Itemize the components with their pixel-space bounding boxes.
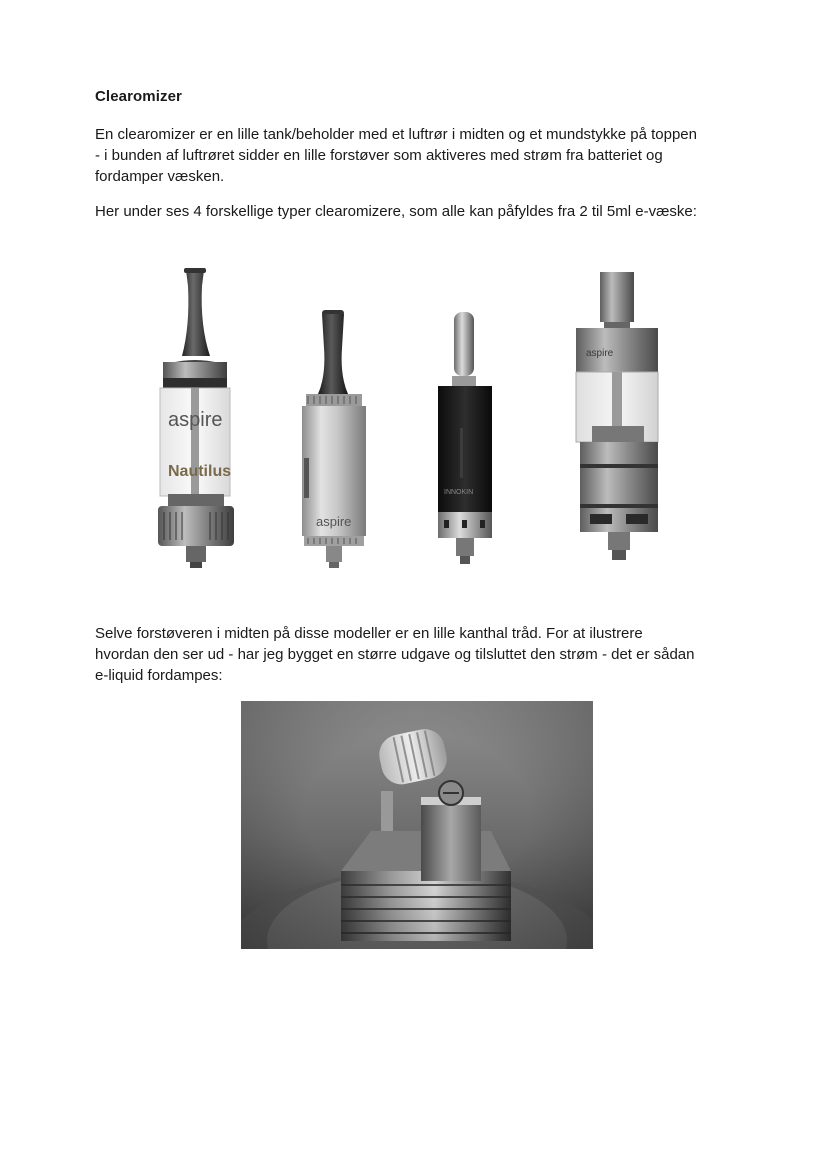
nautilus-model-logo: Nautilus: [168, 463, 232, 480]
clearomizer-photo-aspire-steel: [294, 308, 374, 570]
clearomizer-photo-rebuildable: [570, 268, 670, 568]
document-heading: Clearomizer: [95, 88, 182, 105]
types-paragraph: [95, 201, 755, 222]
clearomizer-photo-strip: [140, 262, 700, 577]
aspire-steel-brand-logo: aspire: [316, 514, 352, 529]
intro-line-2: - i bunden af luftrøret sidder en lille forstøver som aktiveres med strøm fra batteriet og: [95, 147, 663, 164]
coil-line-3: e-liquid fordampes:: [95, 667, 223, 684]
intro-paragraph: [95, 124, 755, 187]
types-line-1: Her under ses 4 forskellige typer clearomizere, som alle kan påfyldes fra 2 til 5ml e-væske:: [95, 203, 697, 220]
clearomizer-photo-nautilus: [148, 266, 248, 571]
nautilus-brand-logo: aspire: [168, 409, 223, 431]
innokin-brand-logo: INNOKIN: [444, 489, 474, 496]
coil-line-1: Selve forstøveren i midten på disse modeller er en lille kanthal tråd. For at ilustrere: [95, 625, 643, 642]
intro-line-1: En clearomizer er en lille tank/beholder med et luftrør i midten og et mundstykke på toppen: [95, 126, 697, 143]
rebuildable-brand-logo: aspire: [586, 348, 614, 359]
coil-closeup-photo: [241, 701, 593, 949]
coil-line-2: hvordan den ser ud - har jeg bygget en større udgave og tilsluttet den strøm - det er sådan: [95, 646, 695, 663]
intro-line-3: fordamper væsken.: [95, 168, 225, 185]
coil-paragraph: [95, 623, 755, 686]
clearomizer-photo-innokin: [430, 308, 500, 570]
